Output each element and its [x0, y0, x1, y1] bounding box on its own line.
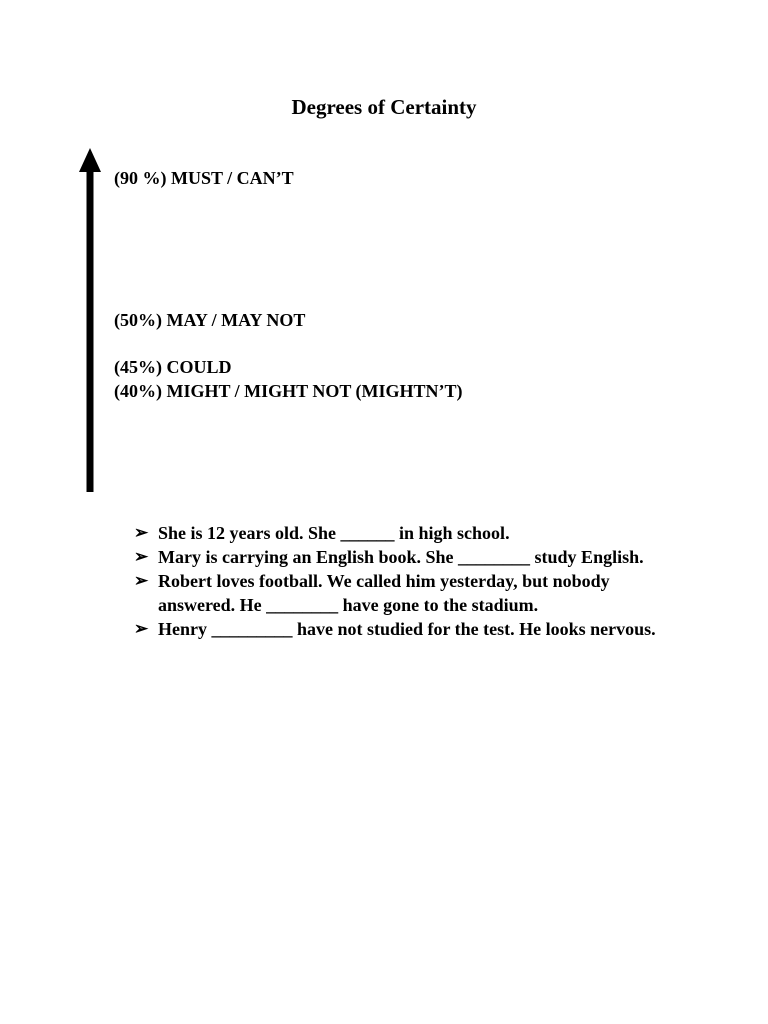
certainty-level-might: (40%) MIGHT / MIGHT NOT (MIGHTN’T) — [114, 381, 463, 401]
certainty-level-must: (90 %) MUST / CAN’T — [114, 168, 294, 188]
exercise-item — [134, 569, 674, 617]
exercise-list — [134, 521, 674, 641]
arrow-bullet-icon: ➢ — [134, 523, 149, 542]
exercise-item — [134, 617, 674, 641]
exercise-item — [134, 545, 674, 569]
arrow-bullet-icon: ➢ — [134, 619, 149, 638]
arrow-bullet-icon: ➢ — [134, 547, 149, 566]
page-title: Degrees of Certainty — [291, 95, 477, 119]
upward-arrow-icon — [78, 146, 102, 492]
certainty-level-may: (50%) MAY / MAY NOT — [114, 310, 306, 330]
exercise-text: Mary is carrying an English book. She ________ study English. — [158, 547, 644, 567]
exercise-text: She is 12 years old. She ______ in high school. — [158, 523, 510, 543]
exercise-item — [134, 521, 674, 545]
exercise-text: Henry _________ have not studied for the test. He looks nervous. — [158, 619, 656, 639]
arrow-bullet-icon: ➢ — [134, 571, 149, 590]
exercise-text: Robert loves football. We called him yesterday, but nobody answered. He ________ have gone to the stadium. — [158, 571, 610, 615]
certainty-level-could: (45%) COULD — [114, 357, 232, 377]
